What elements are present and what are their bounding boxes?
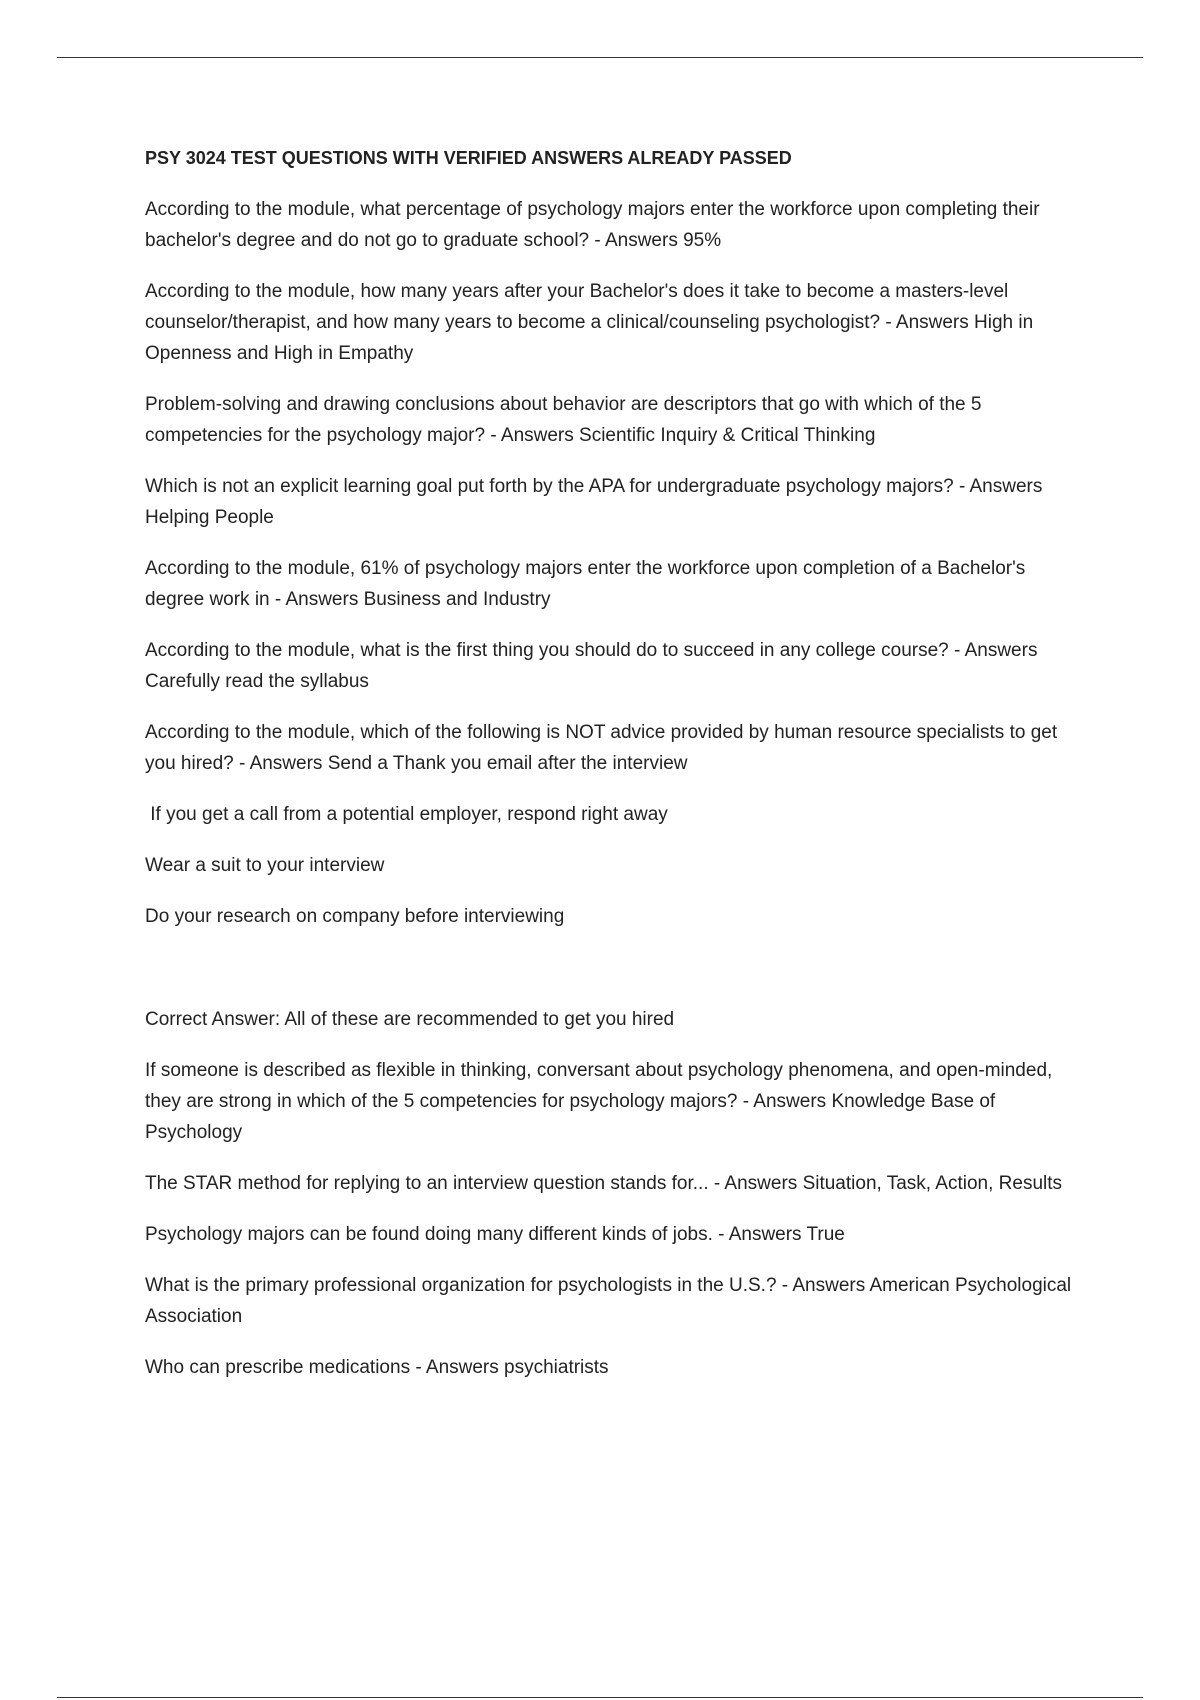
bottom-rule xyxy=(57,1697,1143,1698)
question-paragraph: The STAR method for replying to an interview question stands for... - Answers Situation, Task, Action, Results xyxy=(145,1173,1063,1194)
question-paragraph: Problem-solving and drawing conclusions about behavior are descriptors that go with which of the 5 competencies for the psychology major? - Answers Scientific Inquiry & Critical Thinking xyxy=(145,394,982,446)
answer-option: Do your research on company before interviewing xyxy=(145,906,565,927)
question-paragraph: Psychology majors can be found doing many different kinds of jobs. - Answers True xyxy=(145,1224,845,1245)
question-paragraph: According to the module, 61% of psychology majors enter the workforce upon completion of a Bachelor's degree work in - Answers Business and Industry xyxy=(145,558,1026,610)
question-paragraph: If someone is described as flexible in thinking, conversant about psychology phenomena, and open-minded, they are strong in which of the 5 competencies for psychology majors? - Answers Knowledge Base of Psychology xyxy=(145,1060,1053,1143)
question-paragraph: According to the module, what is the first thing you should do to succeed in any college course? - Answers Carefully read the syllabus xyxy=(145,640,1038,692)
question-paragraph: According to the module, what percentage of psychology majors enter the workforce upon completing their bachelor's degree and do not go to graduate school? - Answers 95% xyxy=(145,199,1040,251)
question-paragraph: According to the module, which of the following is NOT advice provided by human resource specialists to get you hired? - Answers Send a Thank you email after the interview xyxy=(145,722,1058,774)
correct-answer-line: Correct Answer: All of these are recommended to get you hired xyxy=(145,1009,675,1030)
question-paragraph: What is the primary professional organization for psychologists in the U.S.? - Answers American Psychological Association xyxy=(145,1275,1072,1327)
question-paragraph: Which is not an explicit learning goal put forth by the APA for undergraduate psychology majors? - Answers Helping People xyxy=(145,476,1043,528)
answer-option: If you get a call from a potential employer, respond right away xyxy=(145,804,668,825)
document-body xyxy=(145,145,1080,1403)
document-title: PSY 3024 TEST QUESTIONS WITH VERIFIED ANSWERS ALREADY PASSED xyxy=(145,148,792,168)
blank-spacer xyxy=(145,952,1080,1004)
top-rule xyxy=(57,57,1143,58)
question-paragraph: Who can prescribe medications - Answers psychiatrists xyxy=(145,1357,609,1378)
question-paragraph: According to the module, how many years after your Bachelor's does it take to become a masters-level counselor/therapist, and how many years to become a clinical/counseling psychologist? - Answers High in Openness and High in Empathy xyxy=(145,281,1034,364)
answer-option: Wear a suit to your interview xyxy=(145,855,385,876)
